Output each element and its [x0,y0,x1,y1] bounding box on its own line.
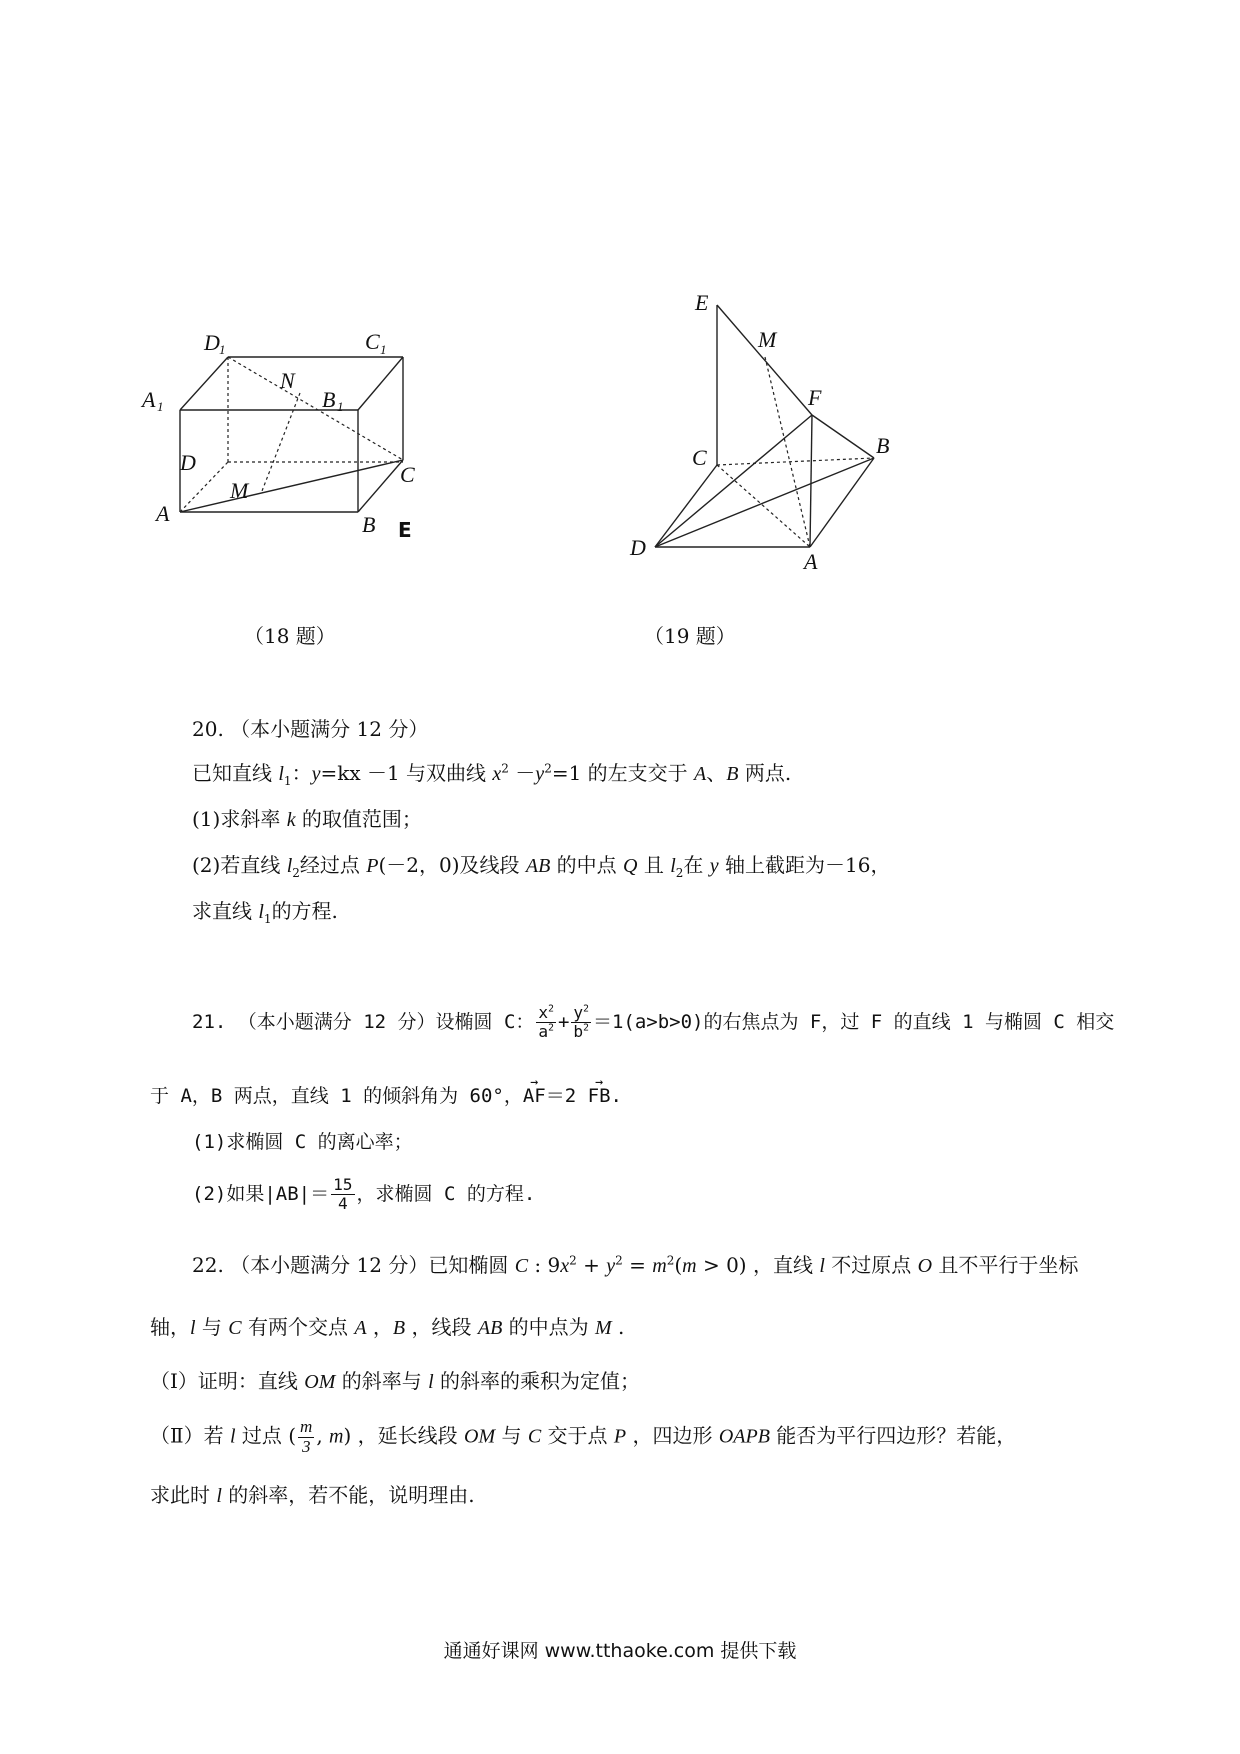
text: y [709,855,719,877]
text: 已知直线 [192,761,279,785]
q20-statement [192,760,791,790]
text: 的取值范围； [295,807,422,831]
label-D1-sub: 1 [219,342,226,357]
text: AB [477,1317,503,1339]
text: 能否为平行四边形？若能， [769,1423,1017,1448]
label-C1-sub: 1 [380,342,387,357]
text: B [726,763,739,785]
text: (1)求斜率 [192,807,287,831]
q22-part2 [150,1418,1016,1456]
figure-19-diagram [620,285,920,575]
label-B1-sub: 1 [337,399,344,414]
text: k [286,809,296,831]
text: : 9 [528,1253,561,1277]
label-E: E [695,290,709,315]
label-N: N [280,368,295,393]
text: 不过原点 [824,1253,918,1277]
text: （Ⅰ）证明：直线 [150,1369,305,1393]
text: ： [291,761,312,785]
text: 2 [501,761,509,776]
text: OM [464,1425,496,1448]
text: =kx －1 与双曲线 [320,761,493,785]
text: x [538,1003,549,1022]
text: 的斜率，若不能，说明理由. [221,1483,475,1507]
text: b [573,1021,584,1041]
label-A: A [804,549,818,574]
text: =1 的左支交于 [551,761,695,785]
text: + [557,1010,570,1033]
label-B1: B [322,387,336,412]
text: ＝2 [545,1085,588,1107]
figure-19-caption: （19 题） [644,624,736,648]
text: l [216,1485,222,1507]
text: ，求椭圆 C 的方程. [356,1182,536,1205]
text: 2 [583,1022,589,1034]
q20-part1 [192,806,422,833]
q21-part2 [192,1176,535,1213]
q20-part2 [192,852,890,882]
text: 且不平行于坐标 [932,1253,1079,1277]
label-D: D [630,535,646,560]
fraction-y2-b2 [571,1004,591,1041]
text: O [917,1255,933,1277]
text: m [652,1255,667,1277]
text: C [527,1425,542,1448]
text: 经过点 [299,853,367,877]
text: l [428,1371,434,1393]
text: 2 [544,761,552,776]
text: a [538,1021,549,1041]
label-D: D [180,450,196,475]
text: 、 [706,761,727,785]
text: . [611,1315,625,1339]
text: 的斜率的乘积为定值； [433,1369,641,1393]
text: l [278,763,284,785]
text: 2 [569,1253,577,1268]
text: 交于点 [541,1423,614,1448]
label-A: A [156,501,170,526]
text: ， [366,1315,393,1339]
text: 2 [548,1022,554,1034]
q22-statement-cont [150,1314,624,1341]
text: , [316,1423,330,1448]
text: 4 [337,1193,348,1213]
text: 15 [333,1175,353,1194]
text: 的斜率与 [335,1369,429,1393]
label-B: B [876,433,890,458]
text: 求此时 [150,1483,217,1507]
text: l [229,1425,236,1448]
text: OM [304,1371,336,1393]
text: m [329,1425,344,1448]
text: y [573,1003,584,1022]
text: （Ⅱ）若 [150,1423,230,1448]
text: 有两个交点 [241,1315,355,1339]
text: x [560,1255,570,1277]
text: 2 [583,1003,589,1015]
label-C: C [400,462,415,487]
text: (－2，0)及线段 [378,853,526,877]
text: 与 [495,1423,528,1448]
text: y [535,763,545,785]
text: 求直线 [192,899,259,923]
text: 的方程. [271,899,338,923]
text: M [595,1317,612,1339]
text: = [622,1253,653,1277]
label-M: M [230,478,249,503]
text: P [366,855,379,877]
label-C1: C [365,329,380,354]
text: 两点. [738,761,792,785]
text: 1 [283,774,292,788]
fraction-x2-a2 [536,1004,556,1041]
label-D1: D [204,330,220,355]
q22-statement [192,1252,1078,1279]
text: l [286,855,293,877]
q20-header: 20. （本小题满分 12 分） [192,717,429,741]
text: ( [674,1253,683,1277]
text: ) ，延长线段 [343,1423,465,1448]
label-E: E [398,518,412,542]
text: － [508,761,536,785]
figure-19 [620,285,920,575]
figure-18-caption: （18 题） [244,624,336,648]
text: 与 [195,1315,229,1339]
q21-statement [192,1004,1114,1041]
text: 3 [301,1436,311,1456]
q21-part1: (1)求椭圆 C 的离心率； [192,1131,413,1153]
label-C: C [692,445,707,470]
text: 22. （本小题满分 12 分）已知椭圆 [192,1253,515,1277]
vector-fb: → FB [588,1084,611,1109]
text: Q [623,855,638,877]
label-A1-sub: 1 [157,399,164,414]
text: (2)如果|AB|＝ [192,1182,330,1205]
label-B: B [362,512,376,537]
text: y [311,763,321,785]
q21-statement-cont [150,1084,622,1109]
text: AB [525,855,551,877]
text: 的中点 [550,853,624,877]
text: C [514,1255,529,1277]
label-A1: A [142,387,156,412]
text: l [670,855,676,877]
text: x [492,763,502,785]
fraction-15-4 [331,1176,354,1213]
text: P [613,1425,627,1448]
text: y [606,1255,616,1277]
text: . [610,1085,622,1107]
text: > 0) ，直线 [696,1253,820,1277]
figure-18-diagram [140,270,470,560]
text: (2)若直线 [192,853,287,877]
q20-part2-cont [192,898,338,928]
text: 的中点为 [502,1315,596,1339]
text: 2 [666,1253,675,1268]
text: 于 A，B 两点，直线 1 的倾斜角为 60°， [150,1085,523,1107]
text: m [300,1417,313,1436]
text: 在 [683,853,710,877]
text: 2 [292,866,300,880]
text: l [190,1317,196,1339]
text: C [228,1317,242,1339]
text: 2 [548,1003,554,1015]
footer-source: 通通好课网 www.tthaoke.com 提供下载 [443,1640,797,1662]
figure-18 [140,270,470,560]
text: 2 [615,1253,623,1268]
text: ，线段 [405,1315,478,1339]
text: 轴， [150,1315,190,1339]
text: + [576,1253,607,1277]
vector-af: → AF [523,1084,546,1109]
text: B [392,1317,406,1339]
fraction-m-3 [298,1418,314,1456]
text: 1 [263,912,272,926]
text: OAPB [718,1425,770,1448]
q22-part1 [150,1368,640,1395]
text: 21. （本小题满分 12 分）设椭圆 C： [192,1010,535,1033]
text: 2 [675,866,684,880]
text: ，四边形 [626,1423,719,1448]
label-F: F [808,385,822,410]
text: m [682,1255,697,1277]
text: l [819,1255,825,1277]
text: ＝1(a>b>0)的右焦点为 F，过 F 的直线 1 与椭圆 C 相交 [592,1010,1115,1033]
q22-part2-cont [150,1482,475,1509]
text: 且 [637,853,671,877]
text: l [258,901,264,923]
label-M: M [758,327,777,352]
text: 轴上截距为－16， [718,853,891,877]
text: A [354,1317,367,1339]
text: A [694,763,707,785]
text: 过点 ( [235,1423,297,1448]
